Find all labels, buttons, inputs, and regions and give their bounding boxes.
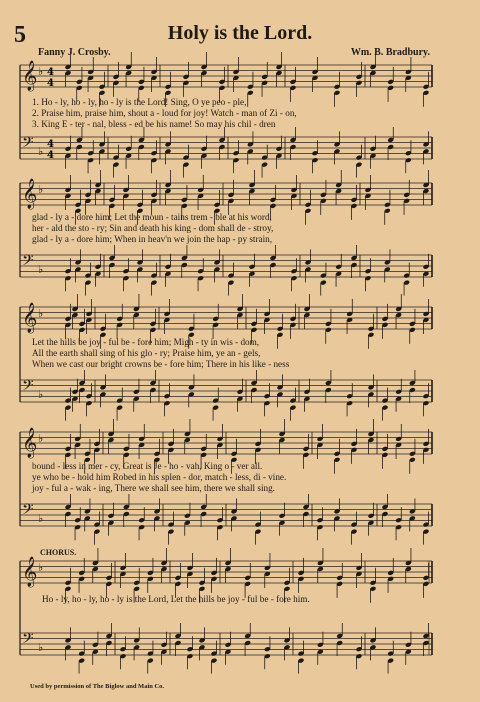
bass-clef-icon: 𝄢 <box>22 134 34 155</box>
key-flat-icon: ♭ <box>38 512 44 525</box>
treble-clef-icon: 𝄞 <box>22 557 38 587</box>
hymn-number: 5 <box>14 22 26 48</box>
key-flat-icon: ♭ <box>38 307 44 320</box>
key-flat-icon: ♭ <box>38 263 44 276</box>
treble-clef-icon: 𝄞 <box>22 179 38 209</box>
lyric-verse-line: her - ald the sto - ry; Sin and death his king - dom shall de - stroy, <box>32 223 274 233</box>
hymn-title: Holy is the Lord. <box>167 22 313 44</box>
lyric-verse-line: Let the hills be joy - ful be - fore him; Migh - ty in wis - dom, <box>32 337 260 347</box>
lyric-verse-line: ye who be - hold him Robed in his splen - dor, match - less, di - vine. <box>32 472 287 482</box>
treble-clef-icon: 𝄞 <box>22 303 38 333</box>
lyric-verse-line: joy - ful a - wak - ing, There we shall see him, there we shall sing. <box>32 483 275 493</box>
bass-clef-icon: 𝄢 <box>22 630 34 651</box>
lyric-verse-line: glad - ly a - dore him; When in heav'n we join the hap - py strain, <box>32 234 273 244</box>
key-flat-icon: ♭ <box>38 145 44 158</box>
chorus-label: CHORUS. <box>40 548 77 557</box>
time-signature-top: 4 <box>47 139 54 150</box>
lyric-verse-line: Ho - ly, ho - ly, ho - ly is the Lord, Let the hills be joy - ful be - fore him. <box>42 594 310 604</box>
composer-credit: Wm. B. Bradbury. <box>350 47 430 58</box>
lyric-verse-line: bound - less in mer - cy, Great is Je - ho - vah, King o - ver all. <box>32 461 263 471</box>
time-signature-bottom: 4 <box>47 78 54 89</box>
lyric-verse-line: glad - ly a - dore him; Let the moun - tains trem - ble at his word, <box>32 212 272 222</box>
bass-clef-icon: 𝄢 <box>22 501 34 522</box>
time-signature-bottom: 4 <box>47 150 54 161</box>
copyright-footer: Used by permission of The Biglow and Main Co. <box>30 683 165 690</box>
key-flat-icon: ♭ <box>38 432 44 445</box>
lyric-verse-line: When we cast our bright crowns be - fore him; There in his like - ness <box>32 359 290 369</box>
lyric-verse-line: 3. King E - ter - nal, bless - ed be his name! So may his chil - dren <box>32 119 276 129</box>
time-signature-top: 4 <box>47 67 54 78</box>
bass-clef-icon: 𝄢 <box>22 377 34 398</box>
treble-clef-icon: 𝄞 <box>22 61 38 91</box>
lyricist-credit: Fanny J. Crosby. <box>38 47 111 58</box>
key-flat-icon: ♭ <box>38 65 44 78</box>
key-flat-icon: ♭ <box>38 561 44 574</box>
bass-clef-icon: 𝄢 <box>22 252 34 273</box>
key-flat-icon: ♭ <box>38 183 44 196</box>
lyric-verse-line: 1. Ho - ly, ho - ly, ho - ly is the Lord! Sing, O ye peo - ple, <box>32 97 247 107</box>
key-flat-icon: ♭ <box>38 388 44 401</box>
treble-clef-icon: 𝄞 <box>22 428 38 458</box>
lyric-verse-line: 2. Praise him, praise him, shout a - loud for joy! Watch - man of Zi - on, <box>32 108 297 118</box>
key-flat-icon: ♭ <box>38 641 44 654</box>
lyric-verse-line: All the earth shall sing of his glo - ry; Praise him, ye an - gels, <box>32 348 261 358</box>
